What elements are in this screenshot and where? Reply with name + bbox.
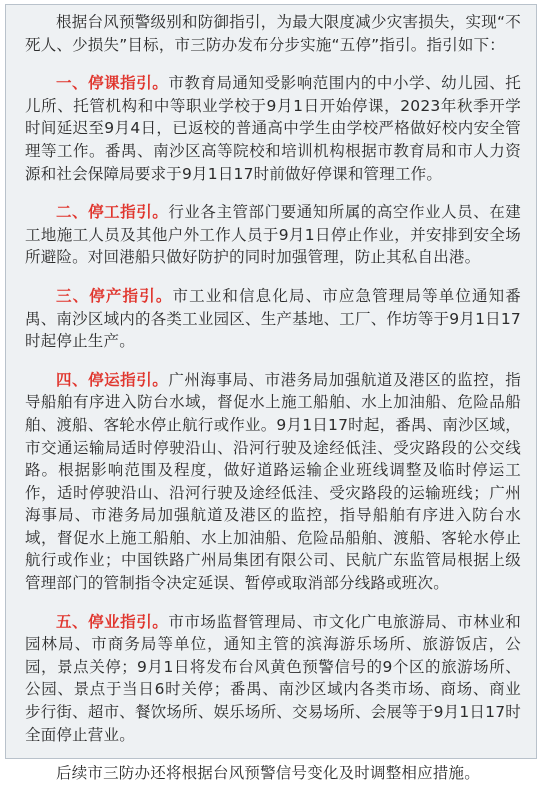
article-body xyxy=(25,11,521,801)
section-text: 市市场监督管理局、市文化广电旅游局、市林业和园林局、市商务局等单位，通知主管的滨海游乐场所、旅游饭店，公园，景点关停；9月1日将发布台风黄色预警信号的9个区的旅游场所、公园、景点于当日6时关停；番禺、南沙区域内各类市场、商场、商业步行街、超市、餐饮场所、娱乐场所、交易场所、会展等于9月1日17时全面停止营业。 xyxy=(25,612,521,744)
section-text: 市工业和信息化局、市应急管理局等单位通知番禺、南沙区域内的各类工业园区、生产基地、工厂、作坊等于9月1日17时起停止生产。 xyxy=(25,286,521,351)
section-production-suspension xyxy=(25,285,521,353)
section-transport-suspension xyxy=(25,369,521,595)
section-class-suspension xyxy=(25,72,521,185)
closing-paragraph xyxy=(25,762,521,785)
section-text: 行业各主管部门要通知所属的高空作业人员、在建工地施工人员及其他户外工作人员于9月1日停止作业，并安排到安全场所避险。对回港船只做好防护的同时加强管理，防止其私自出港。 xyxy=(25,203,521,267)
intro-paragraph xyxy=(25,11,521,56)
article-panel xyxy=(5,4,537,783)
section-heading: 一、停课指引。 xyxy=(56,74,169,93)
section-heading: 三、停产指引。 xyxy=(56,286,173,305)
section-text: 广州海事局、市港务局加强航道及港区的监控，指导船舶有序进入防台水域，督促水上施工船舶、水上加油船、危险品船舶、渡船、客轮水停止航行或作业。9月1日17时起，番禺、南沙区域，市交通运输局适时停驶沿山、沿河行驶及途经低洼、受灾路段的公交线路。根据影响范围及程度，做好道路运输企业班线调整及临时停运工作，适时停驶沿山、沿河行驶及途经低洼、受灾路段的运输班线；广州海事局、市港务局加强航道及港区的监控，指导船舶有序进入防台水域，督促水上施工船舶、水上加油船、危险品船舶、渡船、客轮水停止航行或作业；中国铁路广州局集团有限公司、民航广东监管局根据上级管理部门的管制指令决定延误、暂停或取消部分线路或班次。 xyxy=(25,370,521,593)
section-business-suspension xyxy=(25,611,521,747)
section-heading: 四、停运指引。 xyxy=(56,370,169,389)
section-heading: 五、停业指引。 xyxy=(56,612,169,631)
closing-text: 后续市三防办还将根据台风预警信号变化及时调整相应措施。 xyxy=(56,764,480,783)
section-text: 市教育局通知受影响范围内的中小学、幼儿园、托儿所、托管机构和中等职业学校于9月1日开始停课，2023年秋季开学时间延迟至9月4日，已返校的普通高中学生由学校严格做好校内安全管理等工作。番禺、南沙区高等院校和培训机构根据市教育局和市人力资源和社会保障局要求于9月1日17时前做好停课和管理工作。 xyxy=(25,74,521,183)
intro-text: 根据台风预警级别和防御指引，为最大限度减少灾害损失，实现“不死人、少损失”目标，市三防办发布分步实施“五停”指引。指引如下： xyxy=(25,13,521,54)
section-heading: 二、停工指引。 xyxy=(56,203,169,222)
section-work-suspension xyxy=(25,201,521,269)
